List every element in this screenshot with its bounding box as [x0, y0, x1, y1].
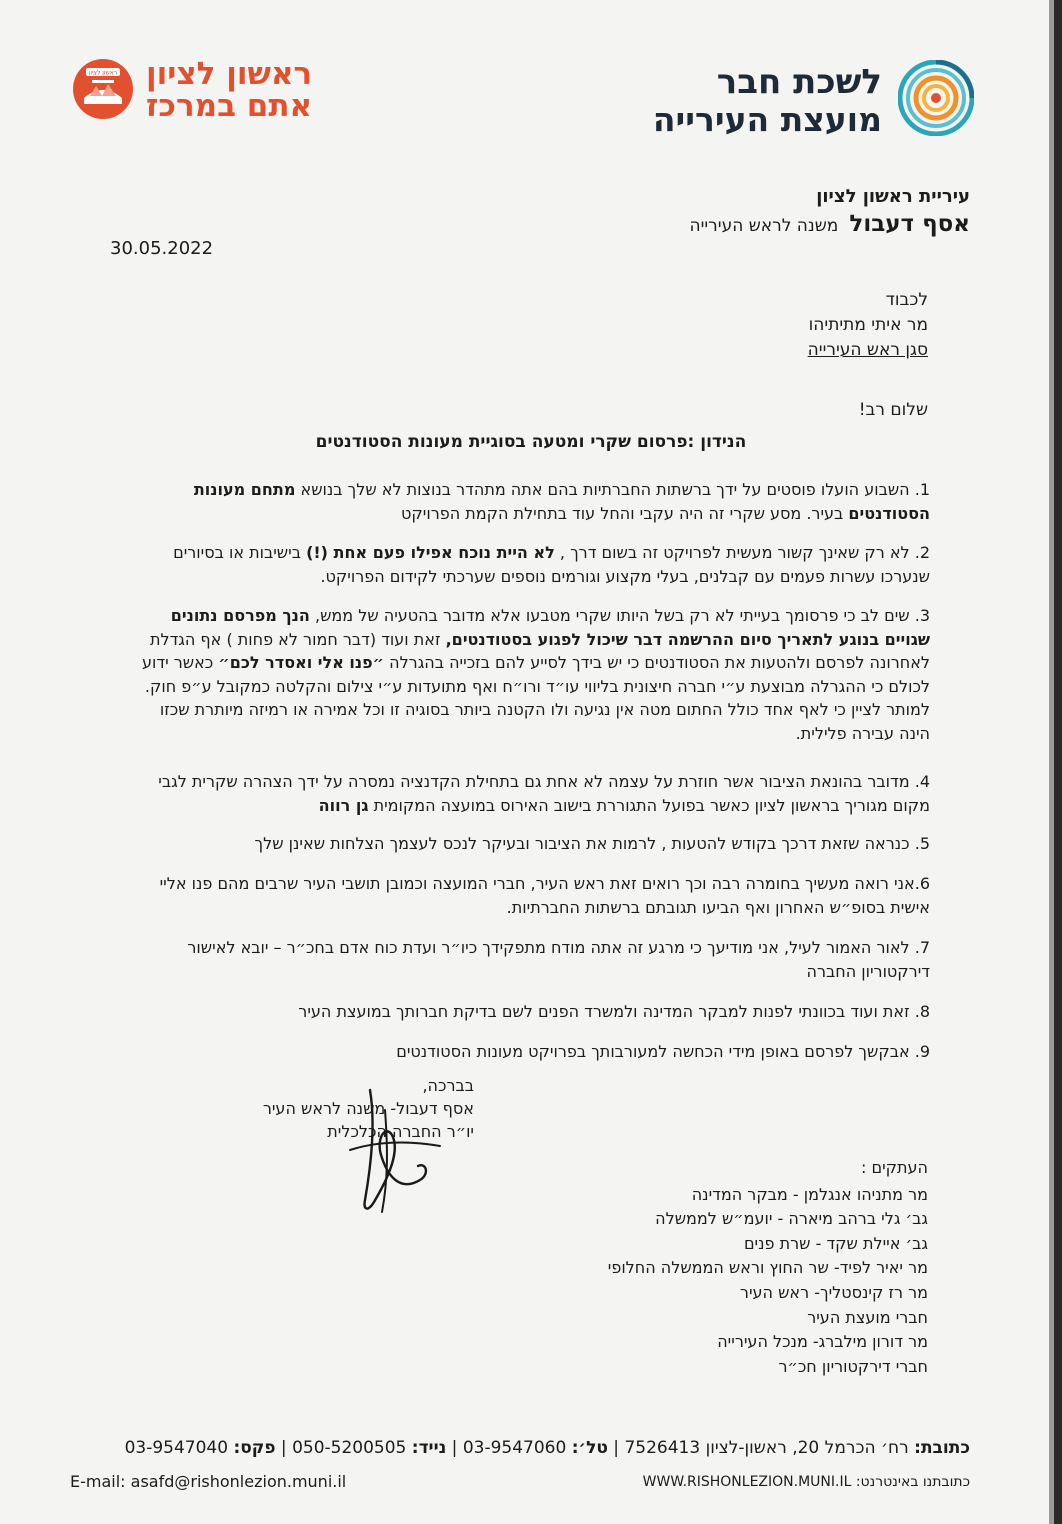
paragraph-3-text-end: כאשר ידוע לכולם כי ההגרלה מבוצעת ע״י חברה חיצונית בליווי עו״ד ורו״ח ואף מתועדות ע״י צילום והקלטה כמקובל ע״פ חוק. למותר לציין כי לאף אחד כולל החתום מטה אין נגיעה ולו הקטנה ביותר בסוגיה זו וכל אמירה או רמיזה מיותרת שכזו הינה עבירה פלילית. [141, 653, 930, 743]
paragraph-9: 9. אבקשך לפרסם באופן מידי הכחשה למעורבותך בפרויקט מעונות הסטודנטים [396, 1042, 930, 1061]
recipient-salutation: לכבוד [885, 290, 928, 310]
cc-item: חברי דירקטוריון חכ״ר [778, 1356, 928, 1376]
recipient-role: סגן ראש העירייה [807, 340, 928, 360]
fax-label: פקס: [233, 1438, 276, 1458]
website-label: כתובתנו באינטרנט: [855, 1474, 970, 1490]
greeting: שלום רב! [858, 400, 928, 420]
letter-date: 30.05.2022 [110, 238, 214, 259]
closing-role: יו״ר החברה הכלכלית [327, 1122, 474, 1141]
paragraph-5: 5. כנראה שזאת דרכך בקודש להטעות , לרמות את הציבור ובעיקר לנכס לעצמך הצלחות שאינן שלך [254, 834, 930, 853]
paragraph-4 [130, 770, 930, 818]
paragraph-6: 6.אני רואה מעשיך בחומרה רבה וכך רואים זאת ראש העיר, חברי המועצה וכמובן תושבי העיר שרבים מהם פנו אליי אישית בסופ״ש האחרון ואף הביעו תגובתם ברשתות החברתיות. [159, 874, 930, 917]
sender-name: אסף דעבול [849, 211, 970, 237]
council-office-logo [652, 60, 974, 140]
footer-contact-line: כתובת: רח׳ הכרמל 20, ראשון-לציון 7526413 | טל׳: 03-9547060 | נייד: 050-5200505 | פקס: 03-9547040 [124, 1438, 970, 1458]
paragraph-1-bold: מתחם מעונות הסטודנטים [193, 480, 930, 523]
cc-list [608, 1156, 928, 1379]
subject-line [0, 432, 1062, 452]
mobile-value: 050-5200505 [292, 1438, 407, 1458]
fax-value: 03-9547040 [124, 1438, 229, 1458]
handwritten-signature [330, 1080, 480, 1220]
logo-right-title: לשכת חבר [716, 62, 882, 102]
swirl-logo-icon [898, 60, 974, 136]
paragraph-1 [130, 478, 930, 526]
cc-item: גב׳ איילת שקד - שרת פנים [743, 1233, 928, 1253]
city-seal-icon [72, 58, 134, 120]
address-value: רח׳ הכרמל 20, ראשון-לציון 7526413 [624, 1438, 909, 1458]
paragraph-3 [130, 604, 930, 745]
closing-signer: אסף דעבול- משנה לראש העיר [262, 1099, 474, 1118]
paragraph-2 [130, 541, 930, 589]
sender-organization: עיריית ראשון לציון [816, 186, 970, 207]
scan-edge [1054, 0, 1062, 1524]
paragraph-3-text: 3. שים לב כי פרסומך בעייתי לא רק בשל היותו שקרי מטבעו אלא מדובר בהטעיה של ממש, [309, 606, 930, 625]
paragraph-3-quote: ״פנו אלי ואסדר לכם״ [218, 653, 385, 672]
mobile-label: נייד: [411, 1438, 447, 1458]
cc-item: גב׳ גלי ברהב מיארה - יועמ״ש לממשלה [655, 1209, 928, 1229]
logo-right-subtitle: מועצת העירייה [652, 100, 882, 139]
logo-left-slogan: אתם במרכז [146, 88, 313, 124]
paragraph-1-text-end: בעיר. מסע שקרי זה היה עקבי והחל עוד בתחילת הקמת הפרויקט [401, 504, 849, 523]
tel-value: 03-9547060 [462, 1438, 567, 1458]
sender-block [689, 186, 970, 237]
cc-item: מר דורון מילברג- מנכל העירייה [717, 1332, 928, 1352]
paragraph-3-text-mid: זאת ועוד (דבר חמור לא פחות ) אף הגדלת לאחרונה לפרסם ולהטעות את הסטודנטים כי יש בידך לסייע להם בזכייה בהגרלה [149, 629, 930, 672]
logo-left-title: ראשון לציון [146, 56, 313, 92]
paragraph-4-text: 4. מדובר בהונאת הציבור אשר חוזרת על עצמה לא אחת גם בתחילת הקדנציה נמסרה על ידך הצהרה שקרית לגבי מקום מגוריך בראשון לציון כאשר בפועל התגוררת בישוב האירוס במועצה המקומית [158, 772, 930, 815]
paragraph-7: 7. לאור האמור לעיל, אני מודיעך כי מרגע זה אתה מודח מתפקידך כיו״ר ועדת כוח אדם בחכ״ר – יובא לאישור דירקטוריון החברה [187, 938, 930, 981]
paragraph-2-text-end: בישיבות או בסיורים שנערכו עשרות פעמים עם קבלנים, בעלי מקצוע וגורמים נוספים שערכתי לקידום הפרויקט. [173, 543, 930, 586]
cc-item: מר רז קינסטליך- ראש העיר [739, 1282, 928, 1302]
recipient-block [808, 288, 928, 363]
cc-item: מר יאיר לפיד- שר החוץ וראש הממשלה החלופי [607, 1258, 928, 1278]
recipient-name: מר איתי מתיתיהו [808, 315, 928, 335]
cc-item: מר מתניהו אנגלמן - מבקר המדינה [691, 1184, 928, 1204]
paragraph-1-text: 1. השבוע הועלו פוסטים על ידך ברשתות החברתיות בהם אתה מתהדר בנוצות לא שלך בנושא [295, 480, 930, 499]
sender-title: משנה לראש העירייה [689, 216, 839, 236]
paragraph-8: 8. זאת ועוד בכוונתי לפנות למבקר המדינה ולמשרד הפנים לשם בדיקת חברותך במועצת העיר [298, 1002, 930, 1021]
subject-text: הנידון :פרסום שקרי ומטעה בסוגיית מעונות הסטודנטים [315, 432, 747, 452]
paragraph-2-bold: לא היית נוכח אפילו פעם אחת (!) [306, 543, 555, 562]
paragraph-3-bold: הנך מפרסם נתונים שגויים בנוגע לתאריך סיום ההרשמה דבר שיכול לפגוע בסטודנטים, [170, 606, 930, 649]
cc-item: חברי מועצת העיר [807, 1307, 928, 1327]
rishon-lezion-logo [72, 56, 313, 128]
sender-line [689, 211, 970, 237]
footer-email-link[interactable]: E-mail: asafd@rishonlezion.muni.il [70, 1472, 347, 1491]
paragraph-2-text: 2. לא רק שאינך קשור מעשית לפרויקט זה בשום דרך , [554, 543, 930, 562]
footer-website-line [643, 1474, 970, 1490]
paragraph-4-bold: גן רווה [318, 796, 369, 815]
closing-regards: בברכה, [422, 1076, 474, 1095]
website-link[interactable]: WWW.RISHONLEZION.MUNI.IL [642, 1474, 852, 1490]
tel-label: טל׳: [571, 1438, 608, 1458]
seal-text: ראשון לציון [88, 69, 118, 77]
cc-heading: העתקים : [860, 1158, 928, 1177]
address-label: כתובת: [914, 1438, 970, 1458]
